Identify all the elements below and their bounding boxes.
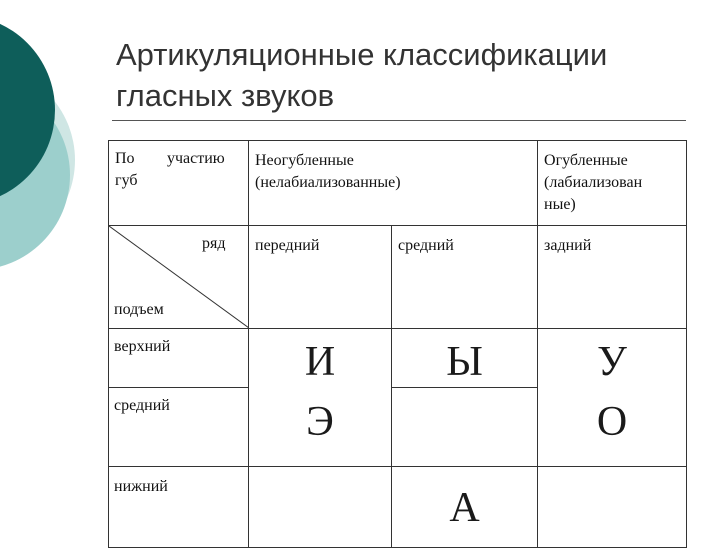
column-central-label: средний [398, 237, 454, 254]
row-label-cell [109, 467, 249, 548]
back-low-cell [538, 467, 687, 548]
column-back [538, 226, 687, 329]
column-back-label: задний [544, 237, 592, 254]
central-high-cell [392, 329, 538, 388]
vowel-e: Э [306, 399, 334, 445]
header-row [109, 141, 687, 226]
front-vowels-cell [249, 329, 392, 467]
back-vowels-cell [538, 329, 687, 467]
column-central [392, 226, 538, 329]
row-label-cell [109, 329, 249, 388]
vowel-classification-table [108, 140, 687, 548]
lips-label-po: По [115, 150, 135, 167]
title-line-1: Артикуляционные классификации [116, 37, 608, 72]
decorative-circles [0, 0, 120, 300]
title-divider [112, 120, 686, 121]
central-low-cell [392, 467, 538, 548]
vowel-i: И [304, 339, 336, 385]
lips-label-lips: губ [115, 172, 138, 189]
vowel-y: Ы [446, 339, 483, 385]
unrounded-title: Неогубленные [255, 152, 354, 169]
vowel-o: О [596, 399, 628, 445]
row-height-corner-cell [109, 226, 249, 329]
column-front [249, 226, 392, 329]
lips-header-cell [109, 141, 249, 226]
height-axis-label: подъем [114, 301, 164, 318]
front-low-cell [249, 467, 392, 548]
row-label-mid: средний [114, 397, 170, 414]
row-label-cell [109, 388, 249, 467]
row-label-high: верхний [114, 338, 171, 355]
table-row [109, 329, 687, 388]
rounded-subtitle-1: (лабиализован [544, 174, 643, 191]
lips-label-participation: участию [167, 150, 225, 167]
unrounded-header [249, 141, 538, 226]
rounded-title: Огубленные [544, 152, 628, 169]
table-row [109, 467, 687, 548]
slide-title [116, 34, 696, 116]
vowel-a: А [449, 485, 480, 531]
row-axis-label: ряд [202, 235, 226, 252]
rounded-subtitle-2: ные) [544, 196, 576, 213]
unrounded-subtitle: (нелабиализованные) [255, 174, 401, 191]
title-line-2: гласных звуков [116, 78, 335, 113]
rounded-header [538, 141, 687, 226]
vowel-u: У [597, 339, 627, 385]
central-mid-cell [392, 388, 538, 467]
column-front-label: передний [255, 237, 320, 254]
row-header-row [109, 226, 687, 329]
row-label-low: нижний [114, 478, 168, 495]
